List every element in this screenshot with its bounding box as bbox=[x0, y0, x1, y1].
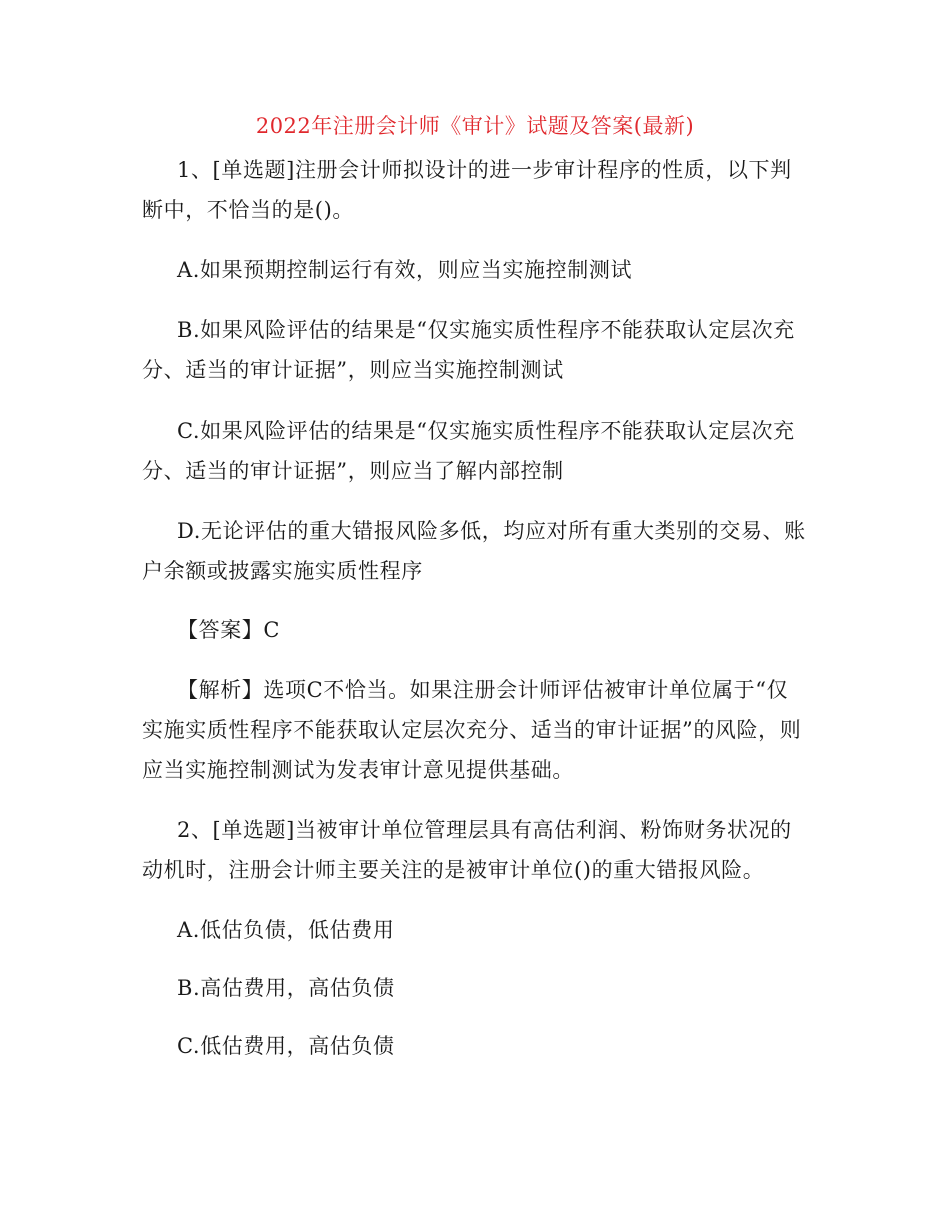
question-2-option-b: B.高估费用，高估负债 bbox=[177, 976, 395, 1000]
question-1-option-b: B.如果风险评估的结果是“仅实施实质性程序不能获取认定层次充分、适当的审计证据”，则应当实施控制测试 bbox=[142, 318, 795, 382]
question-1-answer: 【答案】C bbox=[177, 618, 281, 642]
question-1-analysis: 【解析】选项C不恰当。如果注册会计师评估被审计单位属于“仅实施实质性程序不能获取认定层次充分、适当的审计证据”的风险，则应当实施控制测试为发表审计意见提供基础。 bbox=[142, 678, 802, 782]
question-1-option-a: A.如果预期控制运行有效，则应当实施控制测试 bbox=[177, 258, 633, 282]
question-2-text: 2、[单选题]当被审计单位管理层具有高估利润、粉饰财务状况的动机时，注册会计师主要关注的是被审计单位()的重大错报风险。 bbox=[142, 818, 792, 882]
question-2-option-a: A.低估负债，低估费用 bbox=[177, 918, 395, 942]
question-2-option-c: C.低估费用，高估负债 bbox=[177, 1034, 395, 1058]
question-1-option-c: C.如果风险评估的结果是“仅实施实质性程序不能获取认定层次充分、适当的审计证据”，则应当了解内部控制 bbox=[142, 419, 795, 483]
document-title: 2022年注册会计师《审计》试题及答案(最新) bbox=[255, 114, 695, 138]
question-1-text: 1、[单选题]注册会计师拟设计的进一步审计程序的性质，以下判断中，不恰当的是()。 bbox=[142, 158, 792, 222]
question-1-option-d: D.无论评估的重大错报风险多低，均应对所有重大类别的交易、账户余额或披露实施实质性程序 bbox=[142, 519, 806, 583]
